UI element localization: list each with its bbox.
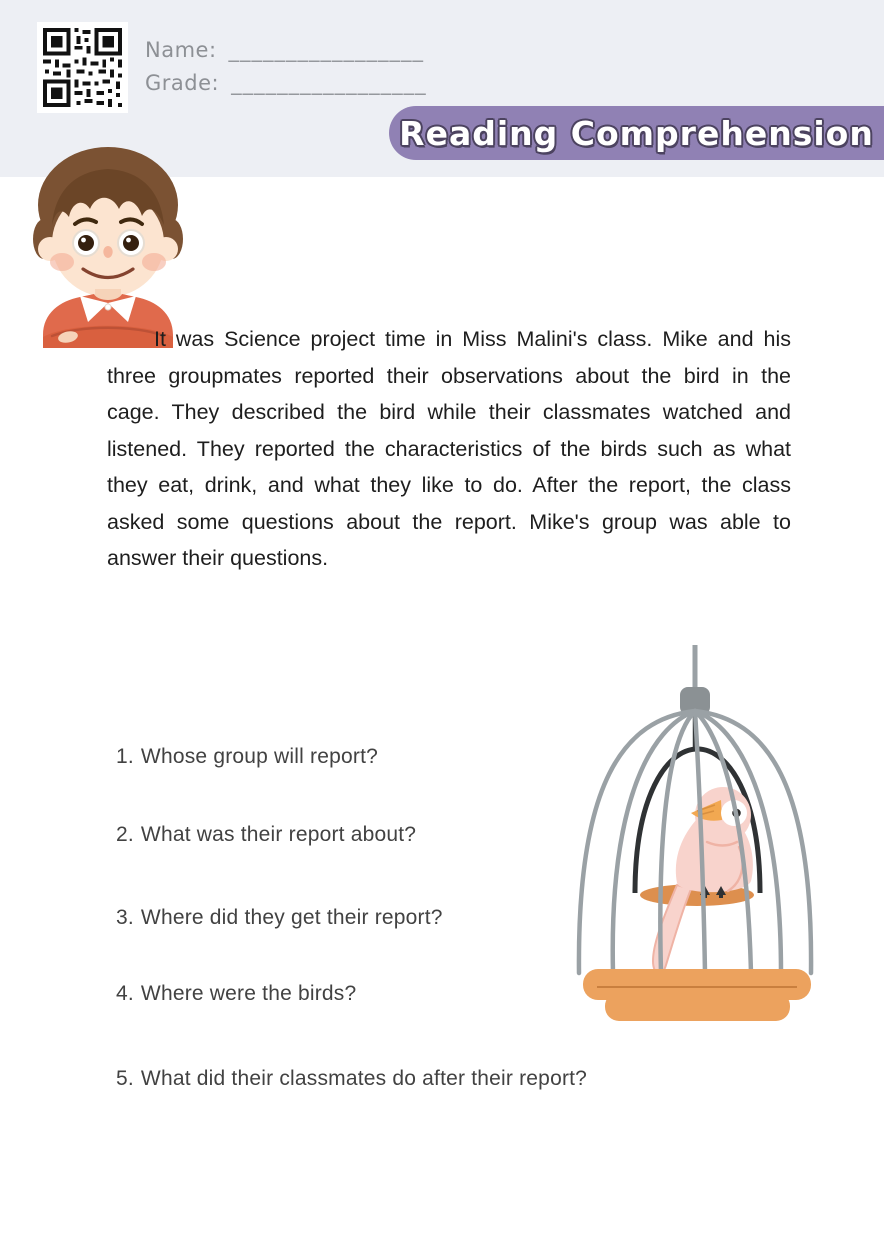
question-text: What was their report about?	[140, 823, 417, 846]
question-text: Where did they get their report?	[140, 906, 443, 929]
question-text: Whose group will report?	[140, 745, 378, 768]
question-5	[116, 1067, 587, 1091]
name-blank-line[interactable]: _________________	[228, 38, 425, 62]
question-1	[116, 745, 378, 769]
question-text: What did their classmates do after their report?	[140, 1067, 588, 1090]
question-number: 1.	[116, 745, 134, 768]
boy-illustration	[28, 143, 190, 349]
reading-passage: It was Science project time in Miss Malini's class. Mike and his three groupmates reported their observations about the bird in the cage. They described the bird while their classmates watched and listened. They reported the characteristics of the birds such as what they eat, drink, and what they like to do. After the report, the class asked some questions about the report. Mike's group was able to answer their questions.	[107, 327, 791, 570]
name-label: Name:	[145, 38, 217, 62]
qr-code-graphic	[41, 26, 124, 109]
question-text: Where were the birds?	[140, 982, 357, 1005]
question-2	[116, 823, 416, 847]
bird-cage-illustration	[565, 643, 817, 1028]
title-banner	[389, 106, 884, 160]
question-3	[116, 906, 443, 930]
question-number: 3.	[116, 906, 134, 929]
question-4	[116, 982, 356, 1006]
student-info-fields	[145, 34, 427, 99]
grade-label: Grade:	[145, 70, 220, 95]
question-number: 2.	[116, 823, 134, 846]
grade-field-row	[145, 67, 427, 100]
name-field-row	[145, 34, 427, 67]
qr-code-icon	[37, 22, 128, 113]
question-number: 5.	[116, 1067, 134, 1090]
boy-blush	[50, 253, 74, 271]
question-number: 4.	[116, 982, 134, 1005]
grade-blank-line[interactable]: _________________	[231, 70, 427, 95]
cage-base-bottom	[605, 992, 790, 1021]
boy-blush	[142, 253, 166, 271]
page-title: Reading Comprehension	[399, 113, 874, 153]
